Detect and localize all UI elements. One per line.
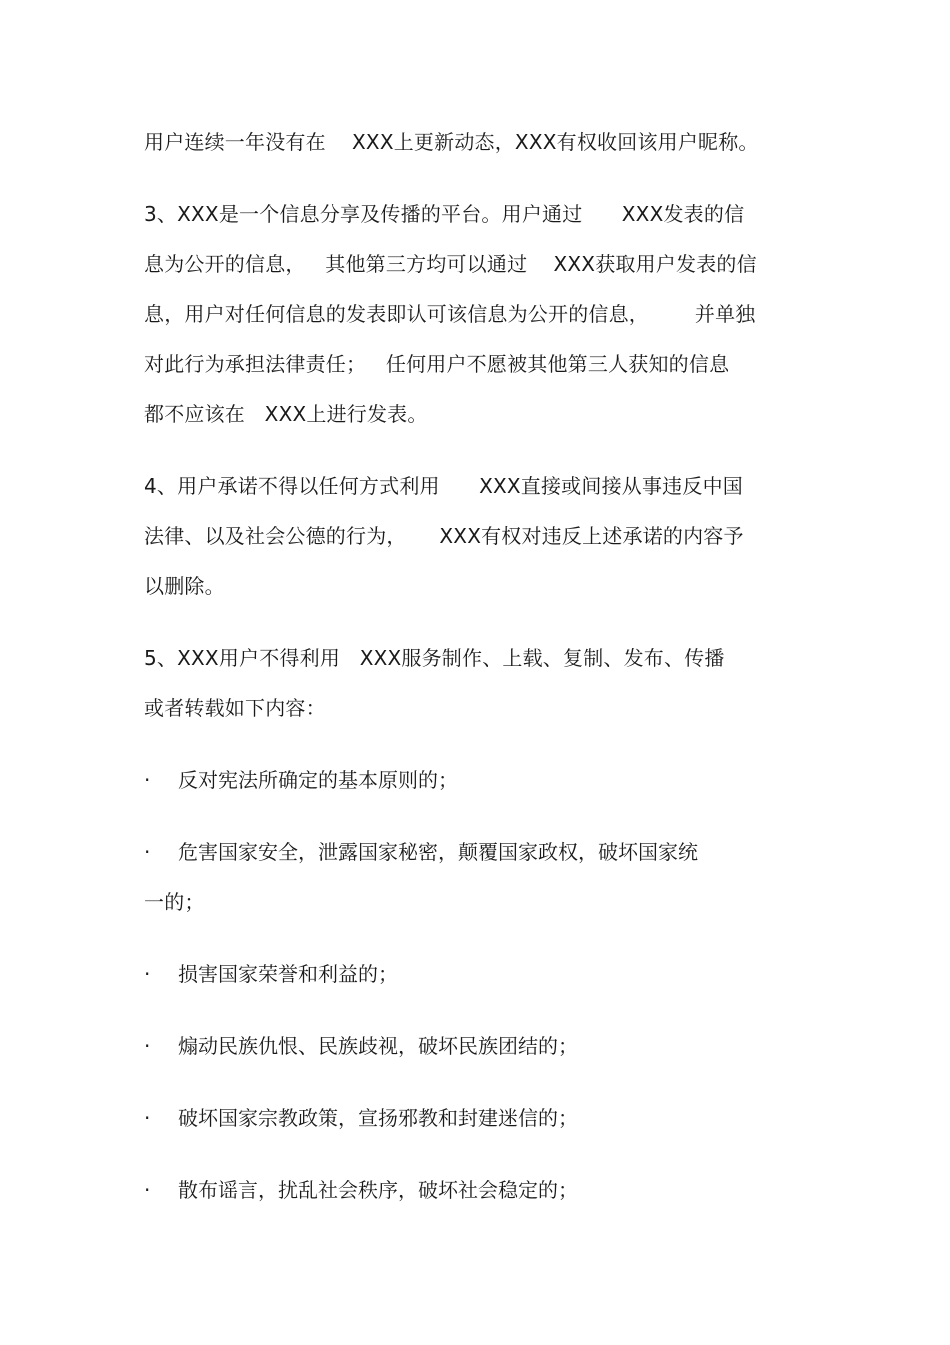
bullet-marker: · <box>144 1034 151 1058</box>
text-line: 法律、以及社会公德的行为， XXX有权对违反上述承诺的内容予 <box>144 524 744 548</box>
text-line: 以删除。 <box>144 574 225 598</box>
text-line: 用户连续一年没有在 XXX上更新动态，XXX有权收回该用户昵称。 <box>144 130 759 154</box>
text-line: 4、用户承诺不得以任何方式利用 XXX直接或间接从事违反中国 <box>144 474 743 498</box>
text-line: 或者转载如下内容： <box>144 696 326 720</box>
text-line: 息为公开的信息， 其他第三方均可以通过 XXX获取用户发表的信 <box>144 252 757 276</box>
text-line: 5、XXX用户不得利用 XXX服务制作、上载、复制、发布、传播 <box>144 646 725 670</box>
bullet-continuation: 一的； <box>144 890 205 914</box>
bullet-marker: · <box>144 962 151 986</box>
bullet-marker: · <box>144 768 151 792</box>
text-line: 都不应该在 XXX上进行发表。 <box>144 402 428 426</box>
text-line: 对此行为承担法律责任； 任何用户不愿被其他第三人获知的信息 <box>144 352 730 376</box>
bullet-marker: · <box>144 1178 151 1202</box>
bullet-item: 破坏国家宗教政策，宣扬邪教和封建迷信的； <box>178 1106 578 1130</box>
bullet-item: 煽动民族仇恨、民族歧视，破坏民族团结的； <box>178 1034 578 1058</box>
text-line: 3、XXX是一个信息分享及传播的平台。用户通过 XXX发表的信 <box>144 202 745 226</box>
bullet-item: 反对宪法所确定的基本原则的； <box>178 768 458 792</box>
bullet-marker: · <box>144 840 151 864</box>
text-line: 息，用户对任何信息的发表即认可该信息为公开的信息， 并单独 <box>144 302 756 326</box>
bullet-item: 损害国家荣誉和利益的； <box>178 962 398 986</box>
bullet-marker: · <box>144 1106 151 1130</box>
bullet-item: 危害国家安全，泄露国家秘密，颠覆国家政权，破坏国家统 <box>178 840 698 864</box>
bullet-item: 散布谣言，扰乱社会秩序，破坏社会稳定的； <box>178 1178 578 1202</box>
